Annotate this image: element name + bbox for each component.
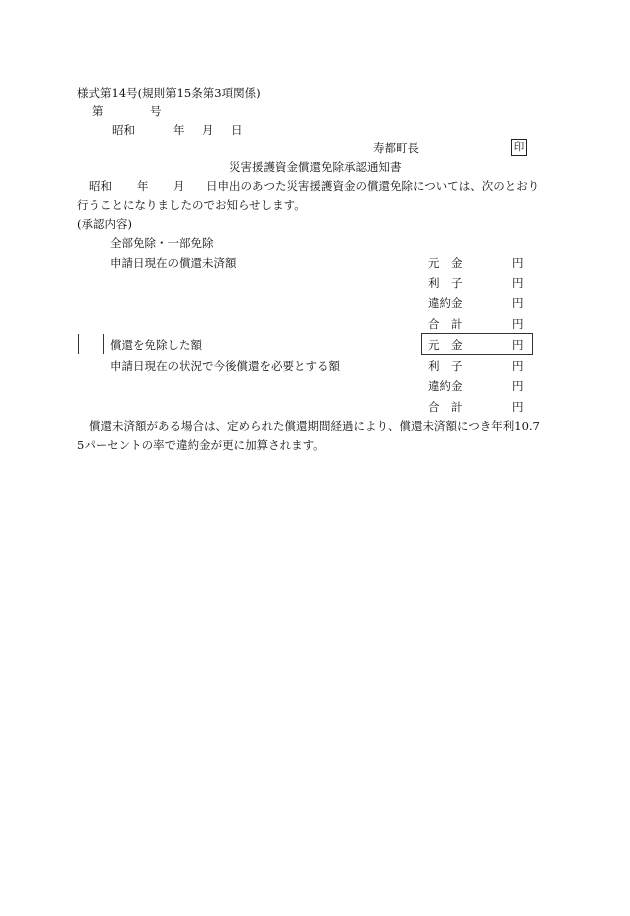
exemption-type: 全部免除・一部免除	[110, 236, 214, 250]
exempted-label: 償還を免除した額	[110, 338, 202, 352]
unpaid-principal-unit: 円	[512, 256, 524, 270]
remaining-penalty-label: 違約金	[428, 379, 463, 393]
date-year: 年	[173, 123, 185, 137]
section-heading: (承認内容)	[77, 217, 132, 231]
remaining-label: 申請日現在の状況で今後償還を必要とする額	[110, 359, 340, 373]
remaining-interest-unit: 円	[512, 359, 524, 373]
body-era: 昭和	[89, 179, 112, 193]
number-prefix: 第	[92, 104, 104, 118]
issuer-name: 寿都町長	[373, 141, 419, 155]
form-reference: 様式第14号(規則第15条第3項関係)	[77, 86, 261, 100]
document-title: 災害援護資金償還免除承認通知書	[229, 160, 402, 174]
remaining-total-unit: 円	[512, 400, 524, 414]
body-line1-rest: 日申出のあつた災害援護資金の償還免除については、次のとおり	[206, 179, 540, 193]
unpaid-principal-label: 元 金	[428, 256, 463, 270]
unpaid-penalty-label: 違約金	[428, 296, 463, 310]
number-suffix: 号	[150, 104, 162, 118]
remaining-penalty-unit: 円	[512, 379, 524, 393]
body-year: 年	[137, 179, 149, 193]
unpaid-penalty-unit: 円	[512, 296, 524, 310]
unpaid-total-label: 合 計	[428, 317, 463, 331]
indent-rule	[103, 334, 104, 354]
note-line2: 5パーセントの率で違約金が更に加算されます。	[77, 438, 325, 452]
date-month: 月	[202, 123, 214, 137]
remaining-total-label: 合 計	[428, 400, 463, 414]
left-margin-rule	[78, 334, 79, 354]
unpaid-interest-unit: 円	[512, 276, 524, 290]
date-day: 日	[231, 123, 243, 137]
date-era: 昭和	[112, 123, 135, 137]
unpaid-interest-label: 利 子	[428, 276, 463, 290]
body-month: 月	[173, 179, 185, 193]
body-line2: 行うことになりましたのでお知らせします。	[77, 198, 306, 212]
note-line1: 償還未済額がある場合は、定められた償還期間経過により、償還未済額につき年利10.7	[89, 419, 540, 433]
unpaid-label: 申請日現在の償還未済額	[110, 256, 237, 270]
exempted-principal-unit: 円	[512, 338, 524, 352]
exempted-principal-label: 元 金	[428, 338, 463, 352]
seal-mark: 印	[511, 139, 527, 156]
remaining-interest-label: 利 子	[428, 359, 463, 373]
unpaid-total-unit: 円	[512, 317, 524, 331]
